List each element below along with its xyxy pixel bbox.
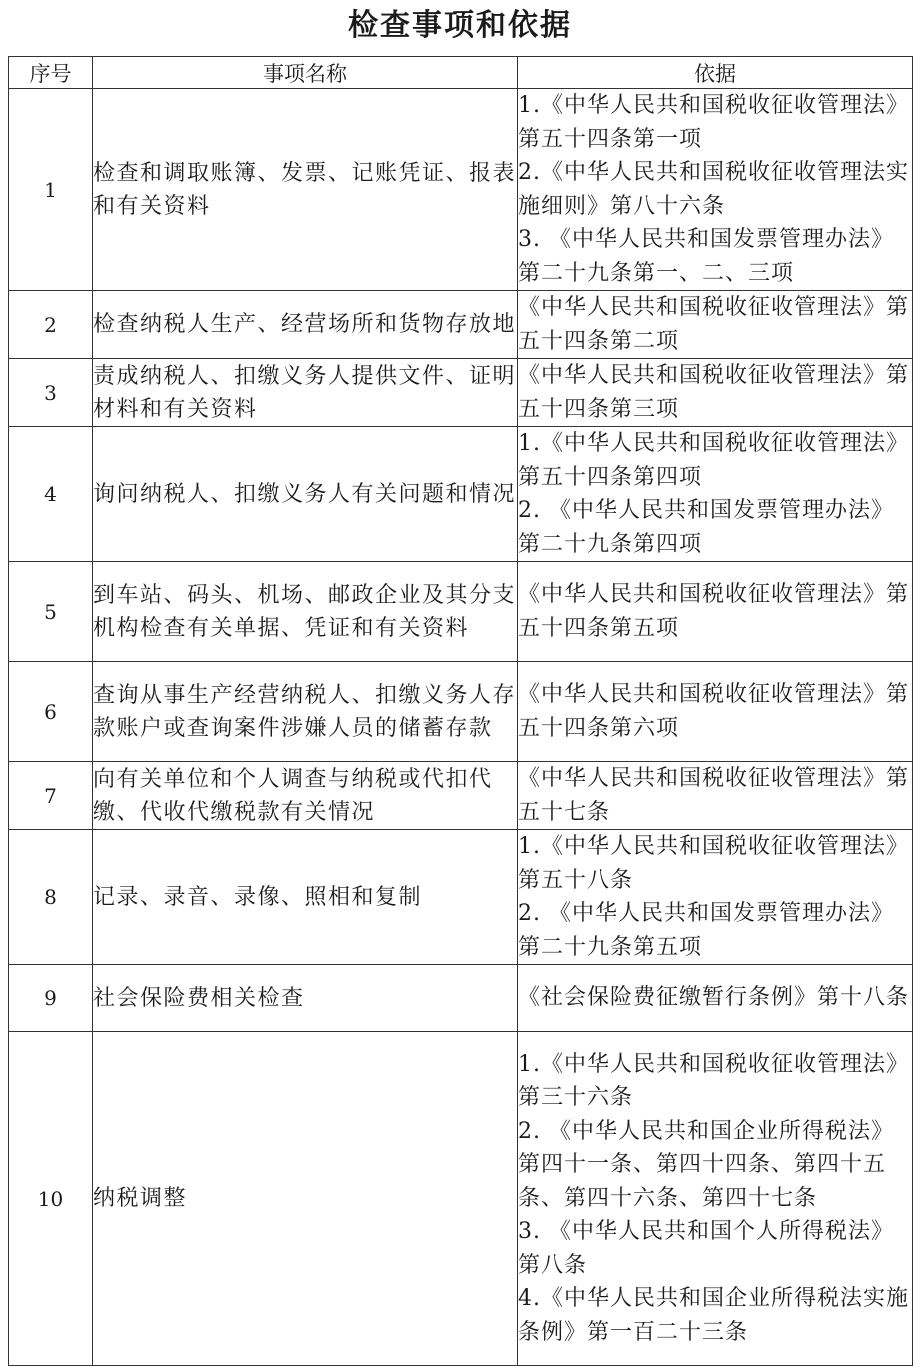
row-number: 9 <box>9 965 93 1032</box>
item-name: 查询从事生产经营纳税人、扣缴义务人存款账户或查询案件涉嫌人员的储蓄存款 <box>93 662 518 762</box>
basis-cell <box>518 965 913 1032</box>
item-name: 社会保险费相关检查 <box>93 965 518 1032</box>
table-row <box>9 89 913 291</box>
basis-line: 《中华人民共和国税收征收管理法》第五十七条 <box>518 766 910 825</box>
item-name: 检查纳税人生产、经营场所和货物存放地 <box>93 291 518 359</box>
basis-line: 《社会保险费征缴暂行条例》第十八条 <box>518 985 910 1011</box>
basis-line: 2. 《中华人民共和国发票管理办法》第二十九条第四项 <box>518 498 894 557</box>
table-row <box>9 965 913 1032</box>
basis-line: 2. 《中华人民共和国企业所得税法》第四十一条、第四十四条、第四十五条、第四十六条、第四十七条 <box>518 1118 894 1211</box>
basis-line: 4.《中华人民共和国企业所得税法实施条例》第一百二十三条 <box>518 1286 909 1345</box>
table-row <box>9 662 913 762</box>
item-name: 询问纳税人、扣缴义务人有关问题和情况 <box>93 427 518 562</box>
header-item-name: 事项名称 <box>93 57 518 89</box>
row-number: 3 <box>9 359 93 427</box>
row-number: 5 <box>9 562 93 662</box>
row-number: 10 <box>9 1032 93 1366</box>
basis-line: 2. 《中华人民共和国发票管理办法》第二十九条第五项 <box>518 901 894 960</box>
basis-cell <box>518 1032 913 1366</box>
table-row <box>9 562 913 662</box>
basis-line: 《中华人民共和国税收征收管理法》第五十四条第三项 <box>518 363 910 422</box>
basis-cell <box>518 359 913 427</box>
basis-line: 1.《中华人民共和国税收征收管理法》第五十八条 <box>518 834 909 893</box>
basis-cell <box>518 762 913 830</box>
basis-line: 2.《中华人民共和国税收征收管理法实施细则》第八十六条 <box>518 160 909 219</box>
basis-cell <box>518 662 913 762</box>
basis-line: 《中华人民共和国税收征收管理法》第五十四条第二项 <box>518 295 910 354</box>
table-row <box>9 291 913 359</box>
basis-cell <box>518 830 913 965</box>
basis-line: 1.《中华人民共和国税收征收管理法》第三十六条 <box>518 1051 909 1111</box>
basis-cell <box>518 89 913 291</box>
basis-cell <box>518 291 913 359</box>
item-name: 检查和调取账簿、发票、记账凭证、报表和有关资料 <box>93 89 518 291</box>
item-name: 记录、录音、录像、照相和复制 <box>93 830 518 965</box>
table-row <box>9 1032 913 1366</box>
item-name: 向有关单位和个人调查与纳税或代扣代缴、代收代缴税款有关情况 <box>93 762 518 830</box>
row-number: 2 <box>9 291 93 359</box>
header-basis: 依据 <box>518 57 913 89</box>
basis-line: 1.《中华人民共和国税收征收管理法》第五十四条第四项 <box>518 431 909 490</box>
basis-line: 《中华人民共和国税收征收管理法》第五十四条第五项 <box>518 582 910 641</box>
item-name: 纳税调整 <box>93 1032 518 1366</box>
item-name: 到车站、码头、机场、邮政企业及其分支机构检查有关单据、凭证和有关资料 <box>93 562 518 662</box>
table-row <box>9 359 913 427</box>
basis-cell <box>518 562 913 662</box>
inspection-table <box>8 56 913 1366</box>
table-header-row <box>9 57 913 89</box>
row-number: 8 <box>9 830 93 965</box>
table-row <box>9 427 913 562</box>
row-number: 6 <box>9 662 93 762</box>
row-number: 4 <box>9 427 93 562</box>
basis-line: 1.《中华人民共和国税收征收管理法》第五十四条第一项 <box>518 93 909 152</box>
table-row <box>9 830 913 965</box>
basis-cell <box>518 427 913 562</box>
table-row <box>9 762 913 830</box>
header-number: 序号 <box>9 57 93 89</box>
row-number: 7 <box>9 762 93 830</box>
row-number: 1 <box>9 89 93 291</box>
page-title: 检查事项和依据 <box>348 8 572 43</box>
basis-line: 3. 《中华人民共和国发票管理办法》第二十九条第一、二、三项 <box>518 227 894 286</box>
basis-line: 《中华人民共和国税收征收管理法》第五十四条第六项 <box>518 682 910 741</box>
item-name: 责成纳税人、扣缴义务人提供文件、证明材料和有关资料 <box>93 359 518 427</box>
basis-line: 3. 《中华人民共和国个人所得税法》第八条 <box>518 1219 894 1278</box>
